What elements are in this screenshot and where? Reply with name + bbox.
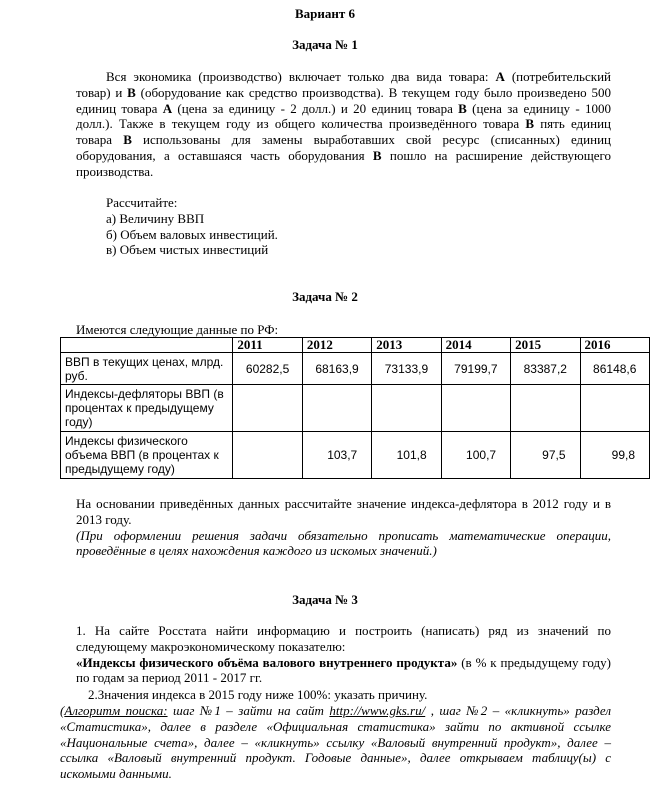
search-algorithm: (Алгоритм поиска: шаг №1 – зайти на сайт http://www.gks.ru/ , шаг №2 – «кликнуть» раздел «Статистика», далее в разделе «Официальная статистика» зайти по активной ссылке «Национальные счета», далее – «кликнуть» ссылку «Валовый внутренний продукт», далее – ссылка «Валовый внутренний продукт. Годовые данные», далее открываем таблицу(ы) с искомыми данными. bbox=[60, 703, 612, 782]
task3-item1: 1. На сайте Росстата найти информацию и построить (написать) ряд из значений по следующему макроэкономическому показателю: «Индексы физического объёма валового внутреннего продукта» (в % к предыдущему году) по годам за период 2011 - 2017 гг. bbox=[76, 623, 611, 686]
table-cell: 86148,6 bbox=[580, 353, 650, 385]
task3-item2: 2.Значения индекса в 2015 году ниже 100%: указать причину. bbox=[88, 687, 428, 702]
table-cell: 103,7 bbox=[302, 432, 371, 479]
table-header-cell: 2011 bbox=[233, 338, 302, 353]
table-row bbox=[61, 385, 650, 432]
task1-paragraph: Вся экономика (производство) включает только два вида товара: А (потребительский товар) и В (оборудование как средство производства). В текущем году было произведено 500 единиц товара А (цена за единицу - 2 долл.) и 20 единиц товара В (цена за единицу - 1000 долл.). Также в текущем году из общего количества произведённого товара В пять единиц товара В использованы для замены выработавших свой ресурс (списанных) единиц оборудования, а оставшаяся часть оборудования В пошло на расширение действующего производства. bbox=[76, 69, 611, 179]
table-cell bbox=[302, 385, 371, 432]
task2-note: (При оформлении решения задачи обязательно прописать математические операции, проведённые в целях нахождения каждого из искомых значений.) bbox=[76, 527, 611, 559]
table-header-cell: 2015 bbox=[511, 338, 580, 353]
table-cell bbox=[233, 385, 302, 432]
gdp-data-table bbox=[60, 337, 650, 479]
task3-title: Задача № 3 bbox=[292, 592, 358, 607]
table-cell: 100,7 bbox=[441, 432, 510, 479]
table-cell bbox=[233, 432, 302, 479]
task1-calc-list bbox=[106, 195, 506, 258]
table-header-cell: 2012 bbox=[302, 338, 371, 353]
calc-label: Рассчитайте: bbox=[106, 195, 178, 210]
row-label: Индексы-дефляторы ВВП (в процентах к предыдущему году) bbox=[61, 385, 233, 432]
table-cell: 68163,9 bbox=[302, 353, 371, 385]
table-row bbox=[61, 432, 650, 479]
table-cell: 73133,9 bbox=[372, 353, 441, 385]
table-cell bbox=[372, 385, 441, 432]
row-label: Индексы физического объема ВВП (в процентах к предыдущему году) bbox=[61, 432, 233, 479]
table-cell: 83387,2 bbox=[511, 353, 580, 385]
algorithm-label: Алгоритм поиска: bbox=[64, 703, 168, 718]
gks-link[interactable]: http://www.gks.ru/ bbox=[329, 703, 426, 718]
indicator-name: «Индексы физического объёма валового внутреннего продукта» bbox=[76, 654, 458, 670]
table-cell: 101,8 bbox=[372, 432, 441, 479]
table-cell bbox=[511, 385, 580, 432]
task2-question: На основании приведённых данных рассчитайте значение индекса-дефлятора в 2012 году и в 2013 году. (При оформлении решения задачи обязательно прописать математические операции, проведённые в целях нахождения каждого из искомых значений.) bbox=[76, 496, 611, 559]
table-row bbox=[61, 353, 650, 385]
table-header-cell: 2014 bbox=[441, 338, 510, 353]
table-header-row bbox=[61, 338, 650, 353]
table-cell: 60282,5 bbox=[233, 353, 302, 385]
task2-title: Задача № 2 bbox=[292, 289, 358, 304]
table-cell: 99,8 bbox=[580, 432, 650, 479]
table-header-cell bbox=[61, 338, 233, 353]
variant-title: Вариант 6 bbox=[294, 6, 356, 21]
row-label: ВВП в текущих ценах, млрд. руб. bbox=[61, 353, 233, 385]
table-cell bbox=[441, 385, 510, 432]
table-cell bbox=[580, 385, 650, 432]
calc-item-c: в) Объем чистых инвестиций bbox=[106, 242, 269, 258]
table-header-cell: 2016 bbox=[580, 338, 650, 353]
table-header-cell: 2013 bbox=[372, 338, 441, 353]
table-cell: 79199,7 bbox=[441, 353, 510, 385]
calc-item-a: а) Величину ВВП bbox=[106, 210, 205, 226]
calc-item-b: б) Объем валовых инвестиций. bbox=[106, 226, 278, 242]
task2-intro: Имеются следующие данные по РФ: bbox=[76, 322, 279, 337]
table-cell: 97,5 bbox=[511, 432, 580, 479]
task1-title: Задача № 1 bbox=[292, 37, 358, 52]
